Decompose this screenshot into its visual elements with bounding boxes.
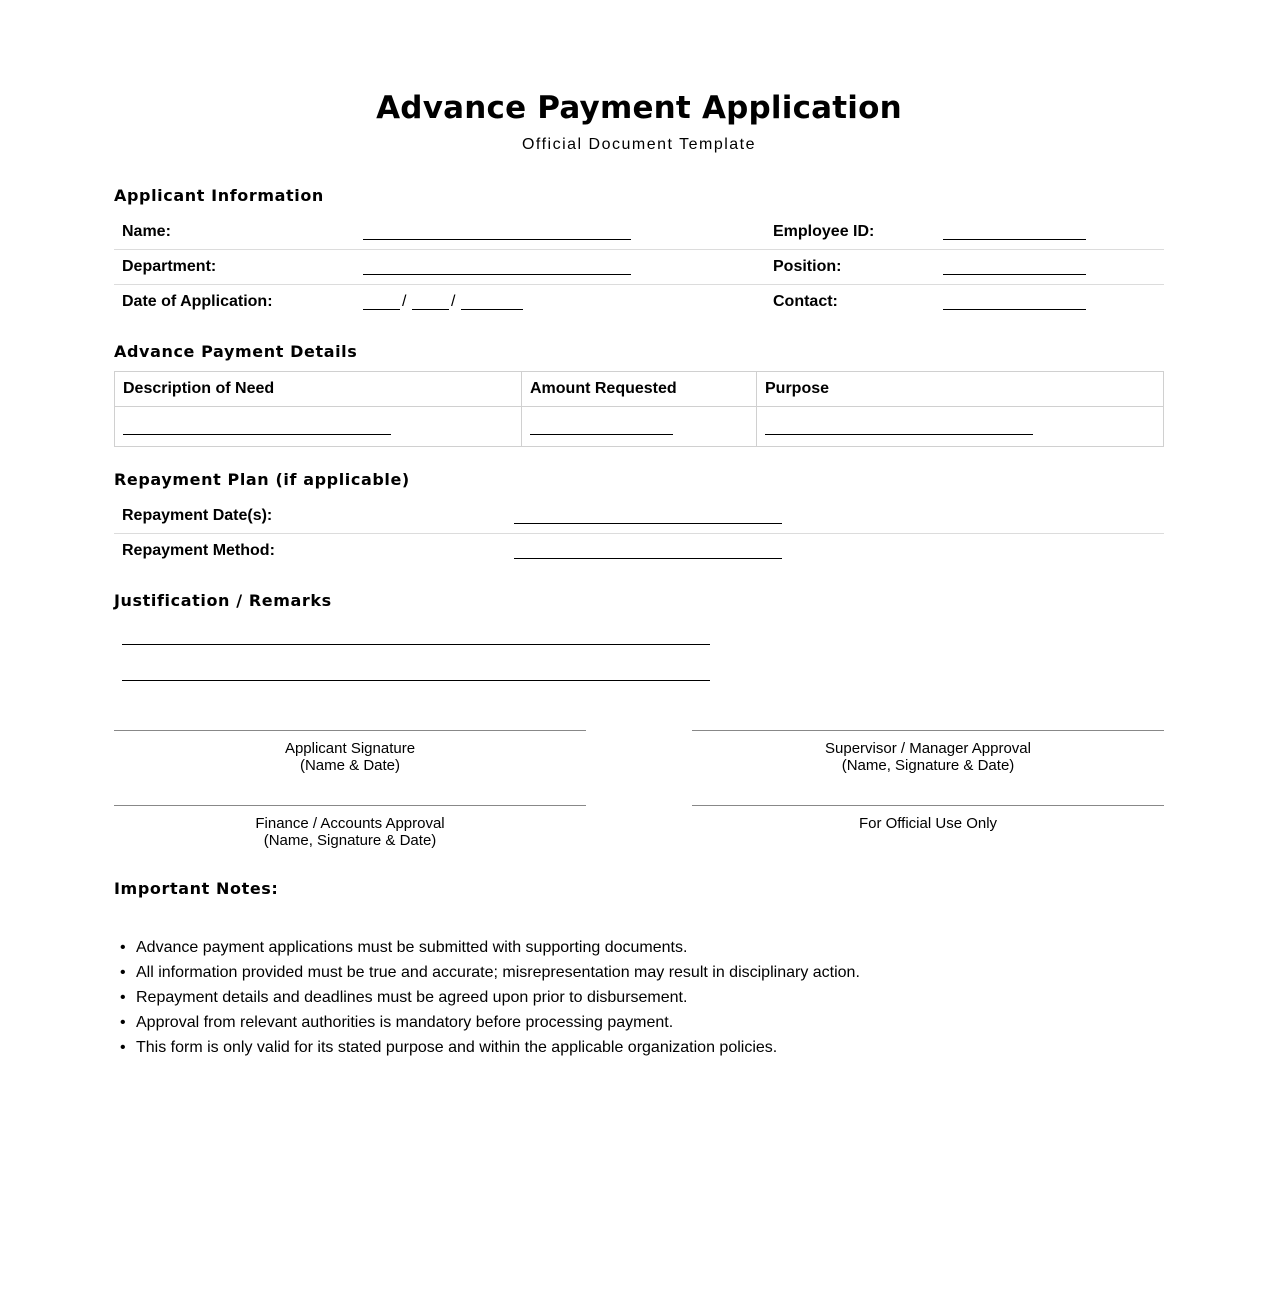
table-header-row [115, 372, 1164, 407]
applicant-row-department [114, 250, 1164, 285]
bullet-icon: • [120, 1014, 126, 1031]
date-label: Date of Application: [122, 293, 273, 310]
finance-approval-label: Finance / Accounts Approval [255, 815, 445, 832]
section-title-notes: Important Notes: [114, 879, 279, 898]
note-text: All information provided must be true and accurate; misrepresentation may result in disciplinary action. [136, 964, 860, 981]
date-separator: / [451, 293, 456, 310]
description-field[interactable] [123, 434, 391, 435]
finance-approval-caption [114, 815, 586, 849]
section-title-repayment: Repayment Plan (if applicable) [114, 470, 410, 489]
repayment-dates-field[interactable] [514, 523, 782, 524]
list-item [120, 1038, 1136, 1063]
description-cell [115, 407, 522, 447]
payment-details-table [114, 371, 1164, 447]
document-subtitle: Official Document Template [521, 136, 757, 153]
justification-line-1[interactable] [122, 644, 710, 645]
column-header-description: Description of Need [115, 372, 522, 407]
repayment-method-label: Repayment Method: [122, 542, 275, 559]
date-separator: / [402, 293, 407, 310]
applicant-row-date [114, 285, 1164, 320]
amount-cell [522, 407, 757, 447]
notes-list [120, 938, 1136, 1063]
department-field[interactable] [363, 274, 631, 275]
position-field[interactable] [943, 274, 1086, 275]
purpose-cell [757, 407, 1164, 447]
document-title: Advance Payment Application [376, 90, 902, 126]
department-label: Department: [122, 258, 217, 275]
applicant-signature-line[interactable] [114, 730, 586, 731]
finance-approval-hint: (Name, Signature & Date) [263, 832, 437, 849]
contact-label: Contact: [773, 293, 838, 310]
supervisor-approval-hint: (Name, Signature & Date) [841, 757, 1015, 774]
name-label: Name: [122, 223, 171, 240]
supervisor-approval-caption [692, 740, 1164, 774]
repayment-row-method [114, 534, 1164, 569]
list-item [120, 938, 1136, 963]
note-text: Advance payment applications must be submitted with supporting documents. [136, 939, 688, 956]
justification-line-2[interactable] [122, 680, 710, 681]
list-item [120, 988, 1136, 1013]
applicant-row-name [114, 215, 1164, 250]
bullet-icon: • [120, 989, 126, 1006]
list-item [120, 1013, 1136, 1038]
employee-id-field[interactable] [943, 239, 1086, 240]
official-use-label: For Official Use Only [858, 815, 998, 832]
position-label: Position: [773, 258, 842, 275]
note-text: Approval from relevant authorities is mandatory before processing payment. [136, 1014, 674, 1031]
employee-id-label: Employee ID: [773, 223, 875, 240]
amount-field[interactable] [530, 434, 673, 435]
section-title-justification: Justification / Remarks [114, 591, 332, 610]
section-title-payment: Advance Payment Details [114, 342, 358, 361]
column-header-purpose: Purpose [757, 372, 1164, 407]
repayment-row-dates [114, 499, 1164, 534]
column-header-amount: Amount Requested [522, 372, 757, 407]
repayment-method-field[interactable] [514, 558, 782, 559]
name-field[interactable] [363, 239, 631, 240]
bullet-icon: • [120, 939, 126, 956]
supervisor-approval-line[interactable] [692, 730, 1164, 731]
date-month-field[interactable] [412, 309, 449, 310]
official-use-line[interactable] [692, 805, 1164, 806]
date-year-field[interactable] [461, 309, 523, 310]
bullet-icon: • [120, 964, 126, 981]
contact-field[interactable] [943, 309, 1086, 310]
applicant-signature-hint: (Name & Date) [299, 757, 401, 774]
applicant-signature-label: Applicant Signature [284, 740, 416, 757]
official-use-caption [692, 815, 1164, 832]
table-row [115, 407, 1164, 447]
bullet-icon: • [120, 1039, 126, 1056]
finance-approval-line[interactable] [114, 805, 586, 806]
section-title-applicant: Applicant Information [114, 186, 324, 205]
date-day-field[interactable] [363, 309, 400, 310]
applicant-signature-caption [114, 740, 586, 774]
note-text: Repayment details and deadlines must be agreed upon prior to disbursement. [136, 989, 688, 1006]
repayment-dates-label: Repayment Date(s): [122, 507, 273, 524]
supervisor-approval-label: Supervisor / Manager Approval [825, 740, 1031, 757]
list-item [120, 963, 1136, 988]
purpose-field[interactable] [765, 434, 1033, 435]
note-text: This form is only valid for its stated purpose and within the applicable organization policies. [136, 1039, 778, 1056]
